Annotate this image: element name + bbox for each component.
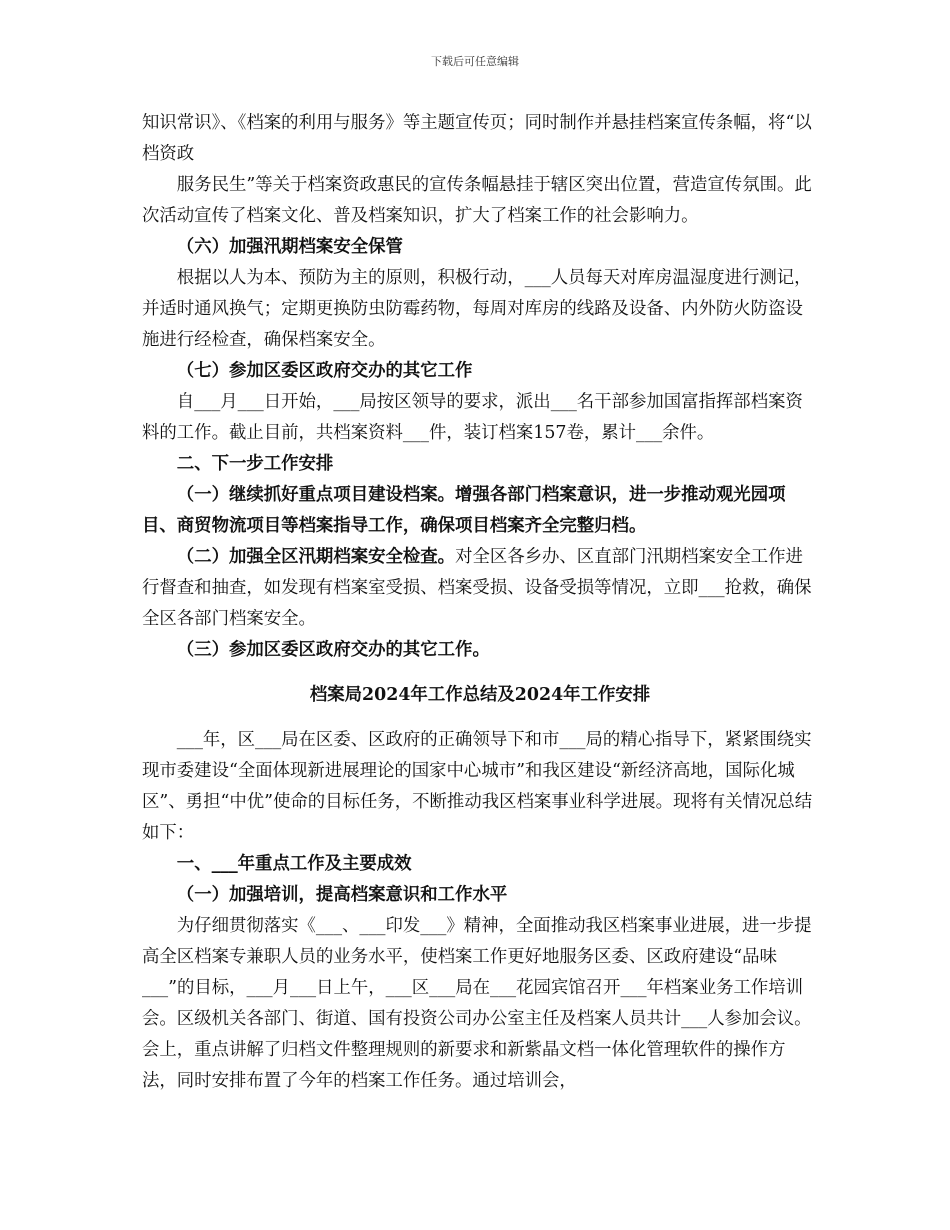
paragraph: 为仔细贯彻落实《___、___印发___》精神，全面推动我区档案事业进展，进一步提高全区档案专兼职人员的业务水平，使档案工作更好地服务区委、区政府建设“品味___”的目标，___月___日上午，___区___局在___花园宾馆召开___年档案业务工作培训会。区级机关各部门、街道、国有投资公司办公室主任及档案人员共计___人参加会议。会上，重点讲解了归档文件整理规则的新要求和新紫晶文档一体化管理软件的操作方法，同时安排布置了今年的档案工作任务。通过培训会， bbox=[142, 916, 812, 1091]
document-title: 档案局2024年工作总结及2024年工作安排 bbox=[309, 685, 651, 705]
paragraph: 服务民生”等关于档案资政惠民的宣传条幅悬挂于辖区突出位置，营造宣传氛围。此次活动宣传了档案文化、普及档案知识，扩大了档案工作的社会影响力。 bbox=[142, 175, 812, 226]
section-heading: （七）参加区委区政府交办的其它工作 bbox=[176, 361, 473, 381]
paragraph: 自___月___日开始，___局按区领导的要求，派出___名干部参加国富指挥部档案资料的工作。截止目前，共档案资料___件，装订档案157卷，累计___余件。 bbox=[142, 392, 803, 443]
section-heading: 二、下一步工作安排 bbox=[176, 454, 334, 474]
paragraph: 根据以人为本、预防为主的原则，积极行动，___人员每天对库房温湿度进行测记，并适时通风换气；定期更换防虫防霉药物，每周对库房的线路及设备、内外防火防盗设施进行经检查，确保档案安全。 bbox=[142, 268, 812, 350]
paragraph bbox=[142, 542, 818, 635]
section-heading: （三）参加区委区政府交办的其它工作。 bbox=[176, 640, 490, 660]
section-heading: （一）加强培训，提高档案意识和工作水平 bbox=[176, 885, 508, 905]
section-heading: （六）加强汛期档案安全保管 bbox=[176, 237, 403, 257]
paragraph: 知识常识》、《档案的利用与服务》等主题宣传页；同时制作并悬挂档案宣传条幅，将“以档资政 bbox=[142, 113, 812, 164]
page-header: 下载后可任意编辑 bbox=[431, 55, 519, 68]
paragraph: ___年，区___局在区委、区政府的正确领导下和市___局的精心指导下，紧紧围绕实现市委建设“全面体现新进展理论的国家中心城市”和我区建设“新经济高地，国际化城区”、勇担“中优”使命的目标任务，不断推动我区档案事业科学进展。现将有关情况总结如下： bbox=[142, 730, 813, 843]
paragraph-text: 对全区各乡办、区直部门汛期档案安全工作进行督查和抽查，如发现有档案室受损、档案受损、设备受损等情况，立即___抢救，确保全区各部门档案安全。 bbox=[142, 547, 812, 629]
section-heading: （一）继续抓好重点项目建设档案。增强各部门档案意识，进一步推动观光园项目、商贸物流项目等档案指导工作，确保项目档案齐全完整归档。 bbox=[142, 485, 786, 536]
section-heading: 一、___年重点工作及主要成效 bbox=[176, 854, 412, 874]
document-body bbox=[142, 108, 818, 1097]
inline-heading: （二）加强全区汛期档案安全检查。 bbox=[176, 547, 456, 567]
